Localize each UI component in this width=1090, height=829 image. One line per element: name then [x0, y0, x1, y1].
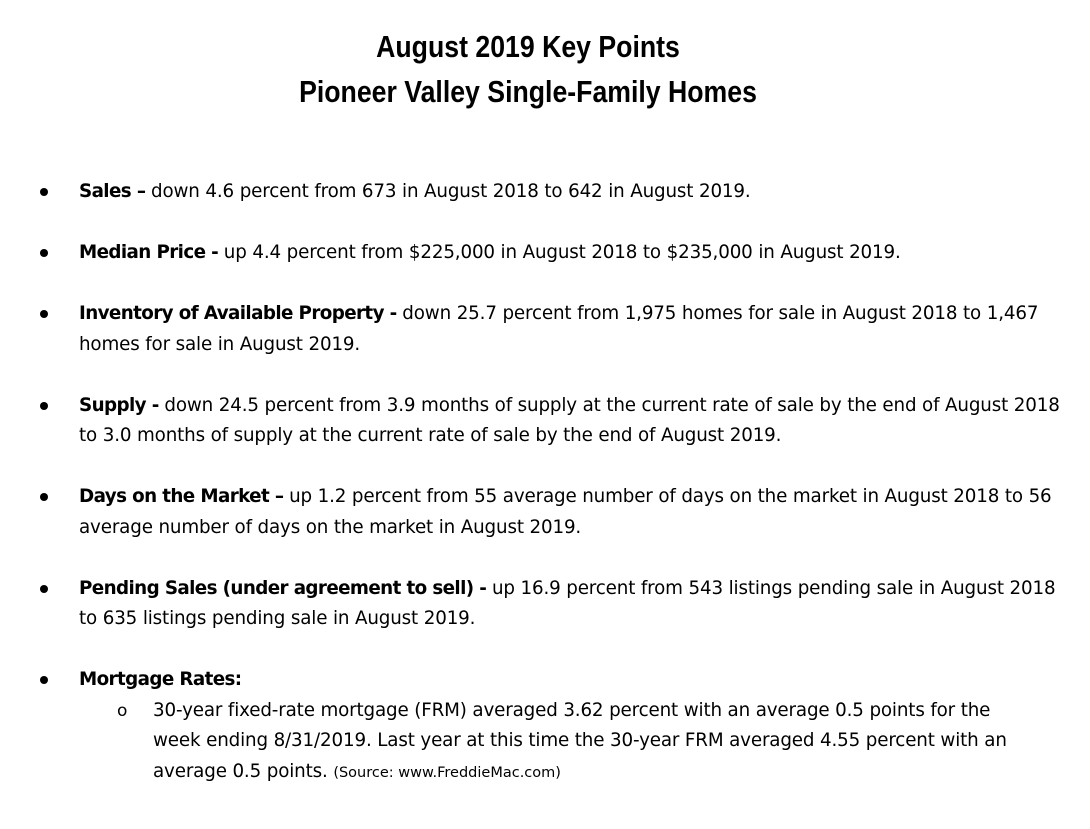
key-point-days-on-market: [0, 482, 1090, 543]
key-point-term: Mortgage Rates:: [79, 669, 242, 690]
title-line-2: Pioneer Valley Single-Family Homes: [299, 74, 757, 109]
key-point-text: down 25.7 percent from 1,975 homes for sale in August 2018 to 1,467 homes for sale in August 2019.: [79, 303, 1039, 355]
key-point-text: up 1.2 percent from 55 average number of days on the market in August 2018 to 56 average number of days on the market in August 2019.: [79, 486, 1052, 538]
key-point-text: down 24.5 percent from 3.9 months of supply at the current rate of sale by the end of August 2018 to 3.0 months of supply at the current rate of sale by the end of August 2019.: [79, 394, 1060, 446]
mortgage-rate-text: 30-year fixed-rate mortgage (FRM) averaged 3.62 percent with an average 0.5 points for the week ending 8/31/2019. Last year at this time the 30-year FRM averaged 4.55 percent with an average 0.5 points.: [153, 699, 1007, 782]
key-point-term: Inventory of Available Property -: [79, 303, 397, 324]
hollow-bullet-icon: o: [117, 700, 128, 721]
bullet-icon: [40, 493, 48, 501]
key-point-pending-sales: [0, 574, 1090, 635]
bullet-icon: [40, 585, 48, 593]
bullet-icon: [40, 188, 48, 196]
key-point-term: Days on the Market –: [79, 486, 284, 507]
key-point-text: up 16.9 percent from 543 listings pending sale in August 2018 to 635 listings pending sale in August 2019.: [79, 577, 1056, 629]
mortgage-rate-item: [79, 696, 1060, 789]
bullet-icon: [40, 402, 48, 410]
key-point-text: down 4.6 percent from 673 in August 2018 to 642 in August 2019.: [145, 181, 751, 202]
title-line-1: August 2019 Key Points: [376, 29, 680, 64]
key-point-supply: [0, 391, 1090, 452]
bullet-icon: [40, 249, 48, 257]
key-point-term: Median Price -: [79, 242, 219, 263]
key-point-term: Supply -: [79, 394, 159, 416]
bullet-icon: [40, 310, 48, 318]
key-point-inventory: [0, 299, 1090, 360]
key-points-list: [0, 177, 1090, 819]
source-citation: (Source: www.FreddieMac.com): [333, 764, 561, 781]
document-title: [74, 24, 982, 114]
key-point-median-price: [0, 238, 1090, 269]
bullet-icon: [40, 676, 48, 684]
key-point-term: Sales –: [79, 181, 146, 202]
key-point-sales: [0, 177, 1090, 208]
key-point-mortgage-rates: [0, 665, 1090, 788]
mortgage-rates-sublist: [79, 696, 1060, 789]
key-point-term: Pending Sales (under agreement to sell) -: [79, 577, 487, 599]
key-point-text: up 4.4 percent from $225,000 in August 2018 to $235,000 in August 2019.: [218, 242, 901, 263]
